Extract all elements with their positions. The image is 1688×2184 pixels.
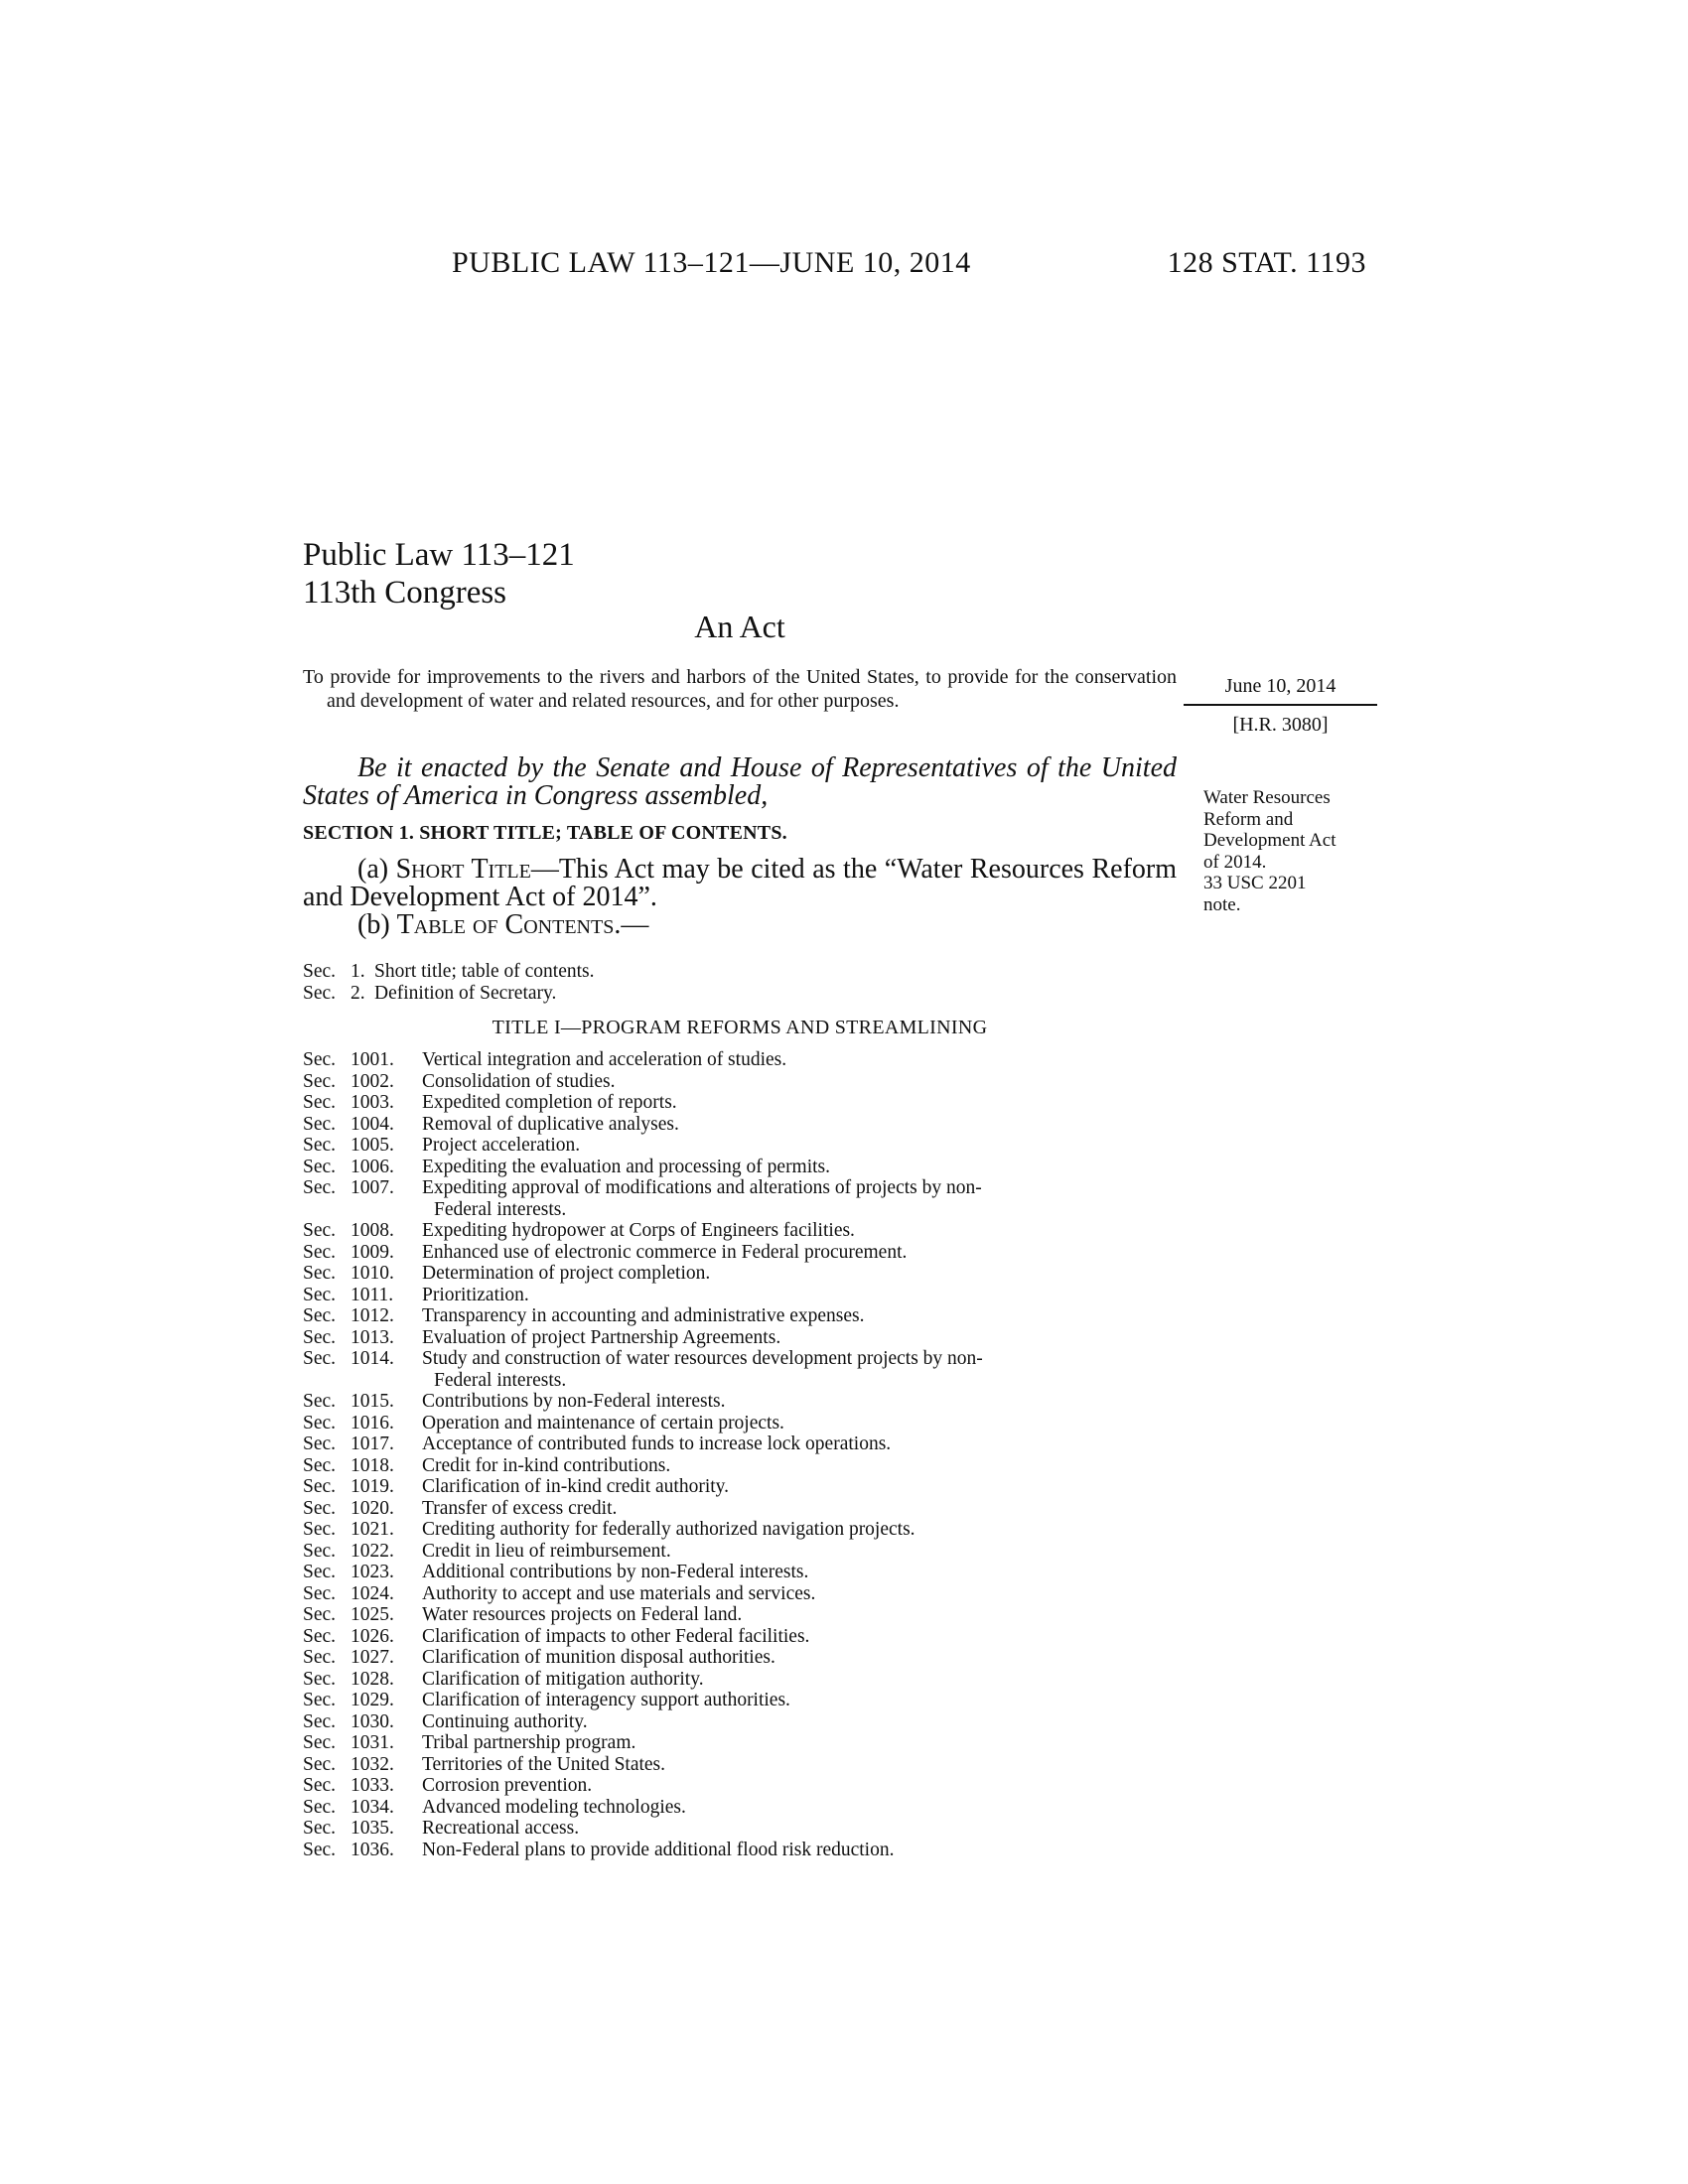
- toc-sec-title: Corrosion prevention.: [422, 1775, 593, 1796]
- toc-entry-continuation: Federal interests.: [434, 1369, 567, 1391]
- congress-number: 113th Congress: [303, 575, 507, 611]
- toc-sec-title: Recreational access.: [422, 1818, 580, 1839]
- subsection-text: —This Act may be cited as the “Water Resources Reform and Development Act of 2014”.: [303, 854, 1177, 912]
- toc-entry: [303, 1818, 1177, 1840]
- toc-sec-number: 1011.: [351, 1284, 394, 1305]
- toc-entry: [303, 1604, 1177, 1626]
- toc-sec-number: 2.: [351, 982, 365, 1004]
- toc-sec-label: Sec.: [303, 1710, 337, 1732]
- toc-entry: [303, 1476, 1177, 1498]
- toc-sec-title: Expedited completion of reports.: [422, 1092, 677, 1113]
- toc-sec-number: 1034.: [351, 1796, 394, 1818]
- margin-note-line: 33 USC 2201: [1203, 873, 1307, 893]
- toc-sec-title: Evaluation of project Partnership Agreements.: [422, 1326, 781, 1348]
- subsection-label: (a): [357, 854, 389, 885]
- toc-sec-label: Sec.: [303, 1839, 337, 1860]
- toc-sec-label: Sec.: [303, 1497, 337, 1519]
- bill-number: [H.R. 3080]: [1232, 714, 1329, 736]
- toc-entry: [303, 1177, 1177, 1199]
- toc-sec-number: 1016.: [351, 1412, 394, 1433]
- toc-sec-label: Sec.: [303, 1326, 337, 1348]
- toc-sec-title: Advanced modeling technologies.: [422, 1796, 686, 1818]
- toc-sec-label: Sec.: [303, 1284, 337, 1305]
- toc-sec-label: Sec.: [303, 1220, 337, 1241]
- toc-sec-label: Sec.: [303, 1454, 337, 1476]
- toc-sec-number: 1003.: [351, 1092, 394, 1113]
- toc-sec-label: Sec.: [303, 1263, 337, 1284]
- toc-sec-label: Sec.: [303, 1433, 337, 1454]
- toc-sec-number: 1029.: [351, 1690, 394, 1710]
- toc-sec-number: 1002.: [351, 1070, 394, 1092]
- toc-entry: [303, 1049, 1177, 1071]
- toc-sec-number: 1017.: [351, 1433, 394, 1454]
- toc-sec-number: 1033.: [351, 1775, 394, 1796]
- toc-sec-title: Expediting hydropower at Corps of Engineers facilities.: [422, 1220, 855, 1241]
- toc-entry: [303, 1840, 1177, 1861]
- toc-sec-number: 1014.: [351, 1348, 394, 1369]
- toc-sec-number: 1025.: [351, 1604, 394, 1625]
- toc-entry: [303, 1583, 1177, 1605]
- toc-sec-title: Additional contributions by non-Federal interests.: [422, 1562, 809, 1582]
- toc-sec-title: Territories of the United States.: [422, 1753, 666, 1775]
- toc-sec-title: Acceptance of contributed funds to increase lock operations.: [422, 1433, 892, 1454]
- toc-sec-number: 1019.: [351, 1476, 394, 1497]
- toc-entry: [303, 1732, 1177, 1754]
- toc-sec-title: Study and construction of water resources development projects by non-: [422, 1348, 983, 1369]
- toc-sec-title: Removal of duplicative analyses.: [422, 1113, 679, 1135]
- toc-sec-label: Sec.: [303, 1818, 337, 1839]
- toc-sec-title: Credit in lieu of reimbursement.: [422, 1540, 671, 1562]
- toc-entry: [303, 1327, 1177, 1349]
- toc-sec-title: Credit for in-kind contributions.: [422, 1454, 671, 1476]
- purpose-clause: To provide for improvements to the rivers and harbors of the United States, to provide for the conservation and development of water and related resources, and for other purposes.: [303, 666, 1177, 712]
- toc-sec-label: Sec.: [303, 1775, 337, 1796]
- toc-sec-label: Sec.: [303, 1796, 337, 1818]
- toc-entry: [303, 1455, 1177, 1477]
- toc-entry: [303, 1391, 1177, 1413]
- toc-sec-title: Determination of project completion.: [422, 1263, 711, 1284]
- toc-sec-number: 1022.: [351, 1540, 394, 1562]
- toc-sec-title: Consolidation of studies.: [422, 1070, 616, 1092]
- toc-sec-number: 1023.: [351, 1562, 394, 1582]
- toc-entry: [303, 1626, 1177, 1648]
- subsection-heading: Table of Contents: [396, 909, 615, 940]
- toc-sec-title: Authority to accept and use materials and services.: [422, 1582, 816, 1604]
- toc-sec-number: 1015.: [351, 1391, 394, 1412]
- toc-sec-label: Sec.: [303, 982, 337, 1004]
- toc-sec-label: Sec.: [303, 1625, 337, 1647]
- margin-note-line: Water Resources: [1203, 787, 1331, 808]
- toc-sec-label: Sec.: [303, 1113, 337, 1135]
- toc-entry: [303, 1157, 1177, 1178]
- toc-entry: [303, 1135, 1177, 1157]
- toc-sec-title: Clarification of interagency support authorities.: [422, 1690, 790, 1710]
- toc-sec-label: Sec.: [303, 1519, 337, 1540]
- toc-sec-number: 1027.: [351, 1647, 394, 1668]
- toc-entry: [303, 1690, 1177, 1711]
- toc-sec-label: Sec.: [303, 1156, 337, 1177]
- toc-entry: [303, 1754, 1177, 1776]
- toc-sec-title: Tribal partnership program.: [422, 1732, 636, 1753]
- subsection-heading: Short Title: [395, 854, 531, 885]
- toc-entry: [303, 1242, 1177, 1264]
- toc-sec-title: Continuing authority.: [422, 1710, 588, 1732]
- toc-sec-title: Clarification of impacts to other Federal facilities.: [422, 1625, 810, 1647]
- toc-entry: [303, 1562, 1177, 1583]
- toc-sec-number: 1021.: [351, 1519, 394, 1540]
- toc-sec-label: Sec.: [303, 1177, 337, 1198]
- toc-sec-title: Project acceleration.: [422, 1135, 581, 1156]
- toc-sec-number: 1007.: [351, 1177, 394, 1198]
- toc-sec-title: Water resources projects on Federal land.: [422, 1604, 743, 1625]
- toc-title-one-list: [303, 1049, 1177, 1860]
- toc-entry: [303, 1797, 1177, 1819]
- toc-sec-label: Sec.: [303, 1305, 337, 1326]
- toc-sec-number: 1036.: [351, 1839, 394, 1860]
- toc-sec-title: Expediting the evaluation and processing of permits.: [422, 1156, 831, 1177]
- toc-sec-title: Operation and maintenance of certain projects.: [422, 1412, 784, 1433]
- toc-entry: [303, 1413, 1177, 1434]
- toc-sec-label: Sec.: [303, 1135, 337, 1156]
- toc-sec-number: 1013.: [351, 1326, 394, 1348]
- toc-sec-label: Sec.: [303, 1668, 337, 1690]
- toc-entry: [303, 961, 1177, 983]
- toc-sec-label: Sec.: [303, 1562, 337, 1582]
- toc-sec-label: Sec.: [303, 1049, 337, 1070]
- law-identifier: [303, 536, 575, 612]
- toc-entry: [303, 1498, 1177, 1520]
- toc-sec-label: Sec.: [303, 1690, 337, 1710]
- toc-sec-number: 1032.: [351, 1753, 394, 1775]
- toc-sec-title: Clarification of in-kind credit authority.: [422, 1476, 730, 1497]
- enacting-clause: Be it enacted by the Senate and House of Representatives of the United States of America in Congress assembled,: [303, 752, 1177, 811]
- toc-sec-label: Sec.: [303, 1604, 337, 1625]
- section-heading: SECTION 1. SHORT TITLE; TABLE OF CONTENTS.: [303, 822, 787, 844]
- toc-sec-title: Short title; table of contents.: [374, 961, 595, 982]
- toc-sec-label: Sec.: [303, 1391, 337, 1412]
- toc-entry: [303, 1647, 1177, 1669]
- running-head-stat: 128 STAT. 1193: [1167, 246, 1366, 279]
- title-heading: TITLE I—PROGRAM REFORMS AND STREAMLINING: [492, 1017, 988, 1038]
- toc-entry: [303, 1711, 1177, 1733]
- toc-entry: [303, 1433, 1177, 1455]
- margin-date-note: [1184, 675, 1377, 737]
- toc-sec-title: Prioritization.: [422, 1284, 529, 1305]
- toc-sec-number: 1004.: [351, 1113, 394, 1135]
- toc-sec-label: Sec.: [303, 1092, 337, 1113]
- toc-sec-title: Clarification of mitigation authority.: [422, 1668, 704, 1690]
- toc-sec-label: Sec.: [303, 1412, 337, 1433]
- running-head-law: PUBLIC LAW 113–121—JUNE 10, 2014: [452, 246, 971, 279]
- toc-sec-title: Enhanced use of electronic commerce in Federal procurement.: [422, 1241, 908, 1263]
- toc-entry: [303, 1669, 1177, 1691]
- toc-sec-label: Sec.: [303, 1732, 337, 1753]
- toc-sec-number: 1005.: [351, 1135, 394, 1156]
- toc-sec-label: Sec.: [303, 1476, 337, 1497]
- toc-entry: [303, 1305, 1177, 1327]
- toc-sec-label: Sec.: [303, 961, 337, 982]
- toc-sec-title: Transparency in accounting and administrative expenses.: [422, 1305, 865, 1326]
- toc-sec-label: Sec.: [303, 1241, 337, 1263]
- toc-sec-number: 1028.: [351, 1668, 394, 1690]
- toc-entry-continuation: Federal interests.: [434, 1198, 567, 1220]
- toc-sec-title: Expediting approval of modifications and alterations of projects by non-: [422, 1177, 982, 1198]
- toc-sec-title: Non-Federal plans to provide additional flood risk reduction.: [422, 1839, 895, 1860]
- toc-sec-title: Transfer of excess credit.: [422, 1497, 618, 1519]
- enactment-date: June 10, 2014: [1184, 675, 1377, 706]
- law-number: Public Law 113–121: [303, 537, 575, 573]
- margin-note-line: Development Act: [1203, 830, 1336, 851]
- subsection-label: (b): [357, 909, 390, 940]
- toc-sec-number: 1001.: [351, 1049, 394, 1070]
- toc-sec-number: 1018.: [351, 1454, 394, 1476]
- margin-note-line: Reform and: [1203, 808, 1294, 830]
- toc-entry: [303, 1519, 1177, 1541]
- toc-entry: [303, 1220, 1177, 1242]
- toc-sec-title: Crediting authority for federally authorized navigation projects.: [422, 1519, 915, 1540]
- toc-entry: [303, 1285, 1177, 1306]
- subsection-table-of-contents: [357, 911, 648, 939]
- toc-sec-label: Sec.: [303, 1348, 337, 1369]
- toc-entry: [303, 1775, 1177, 1797]
- toc-sec-title: Definition of Secretary.: [374, 982, 557, 1004]
- toc-entry: [303, 1348, 1177, 1370]
- toc-sec-number: 1012.: [351, 1305, 394, 1326]
- margin-note-line: note.: [1203, 893, 1241, 915]
- toc-sec-number: 1.: [351, 961, 365, 982]
- toc-sec-number: 1031.: [351, 1732, 394, 1753]
- toc-entry: [303, 1541, 1177, 1563]
- act-title: An Act: [694, 609, 785, 644]
- toc-entry: [303, 1263, 1177, 1285]
- toc-sec-title: Vertical integration and acceleration of studies.: [422, 1049, 787, 1070]
- toc-intro-list: [303, 961, 1177, 1004]
- toc-entry: [303, 1092, 1177, 1114]
- toc-entry: [303, 1114, 1177, 1136]
- toc-sec-title: Clarification of munition disposal authorities.: [422, 1647, 775, 1668]
- running-head: [0, 246, 1688, 286]
- toc-sec-number: 1010.: [351, 1263, 394, 1284]
- toc-sec-number: 1008.: [351, 1220, 394, 1241]
- toc-sec-label: Sec.: [303, 1540, 337, 1562]
- toc-sec-number: 1024.: [351, 1582, 394, 1604]
- toc-sec-number: 1026.: [351, 1625, 394, 1647]
- toc-sec-number: 1009.: [351, 1241, 394, 1263]
- toc-sec-label: Sec.: [303, 1070, 337, 1092]
- toc-sec-number: 1035.: [351, 1818, 394, 1839]
- toc-sec-title: Contributions by non-Federal interests.: [422, 1391, 726, 1412]
- toc-sec-number: 1030.: [351, 1710, 394, 1732]
- toc-entry: [303, 1071, 1177, 1093]
- margin-note-short-title: [1203, 787, 1387, 915]
- toc-sec-label: Sec.: [303, 1582, 337, 1604]
- subsection-short-title: [303, 856, 1177, 911]
- toc-sec-label: Sec.: [303, 1647, 337, 1668]
- toc-sec-number: 1020.: [351, 1497, 394, 1519]
- toc-entry: [303, 983, 1177, 1005]
- toc-sec-label: Sec.: [303, 1753, 337, 1775]
- subsection-text: .—: [614, 909, 649, 940]
- margin-note-line: of 2014.: [1203, 851, 1267, 873]
- toc-sec-number: 1006.: [351, 1156, 394, 1177]
